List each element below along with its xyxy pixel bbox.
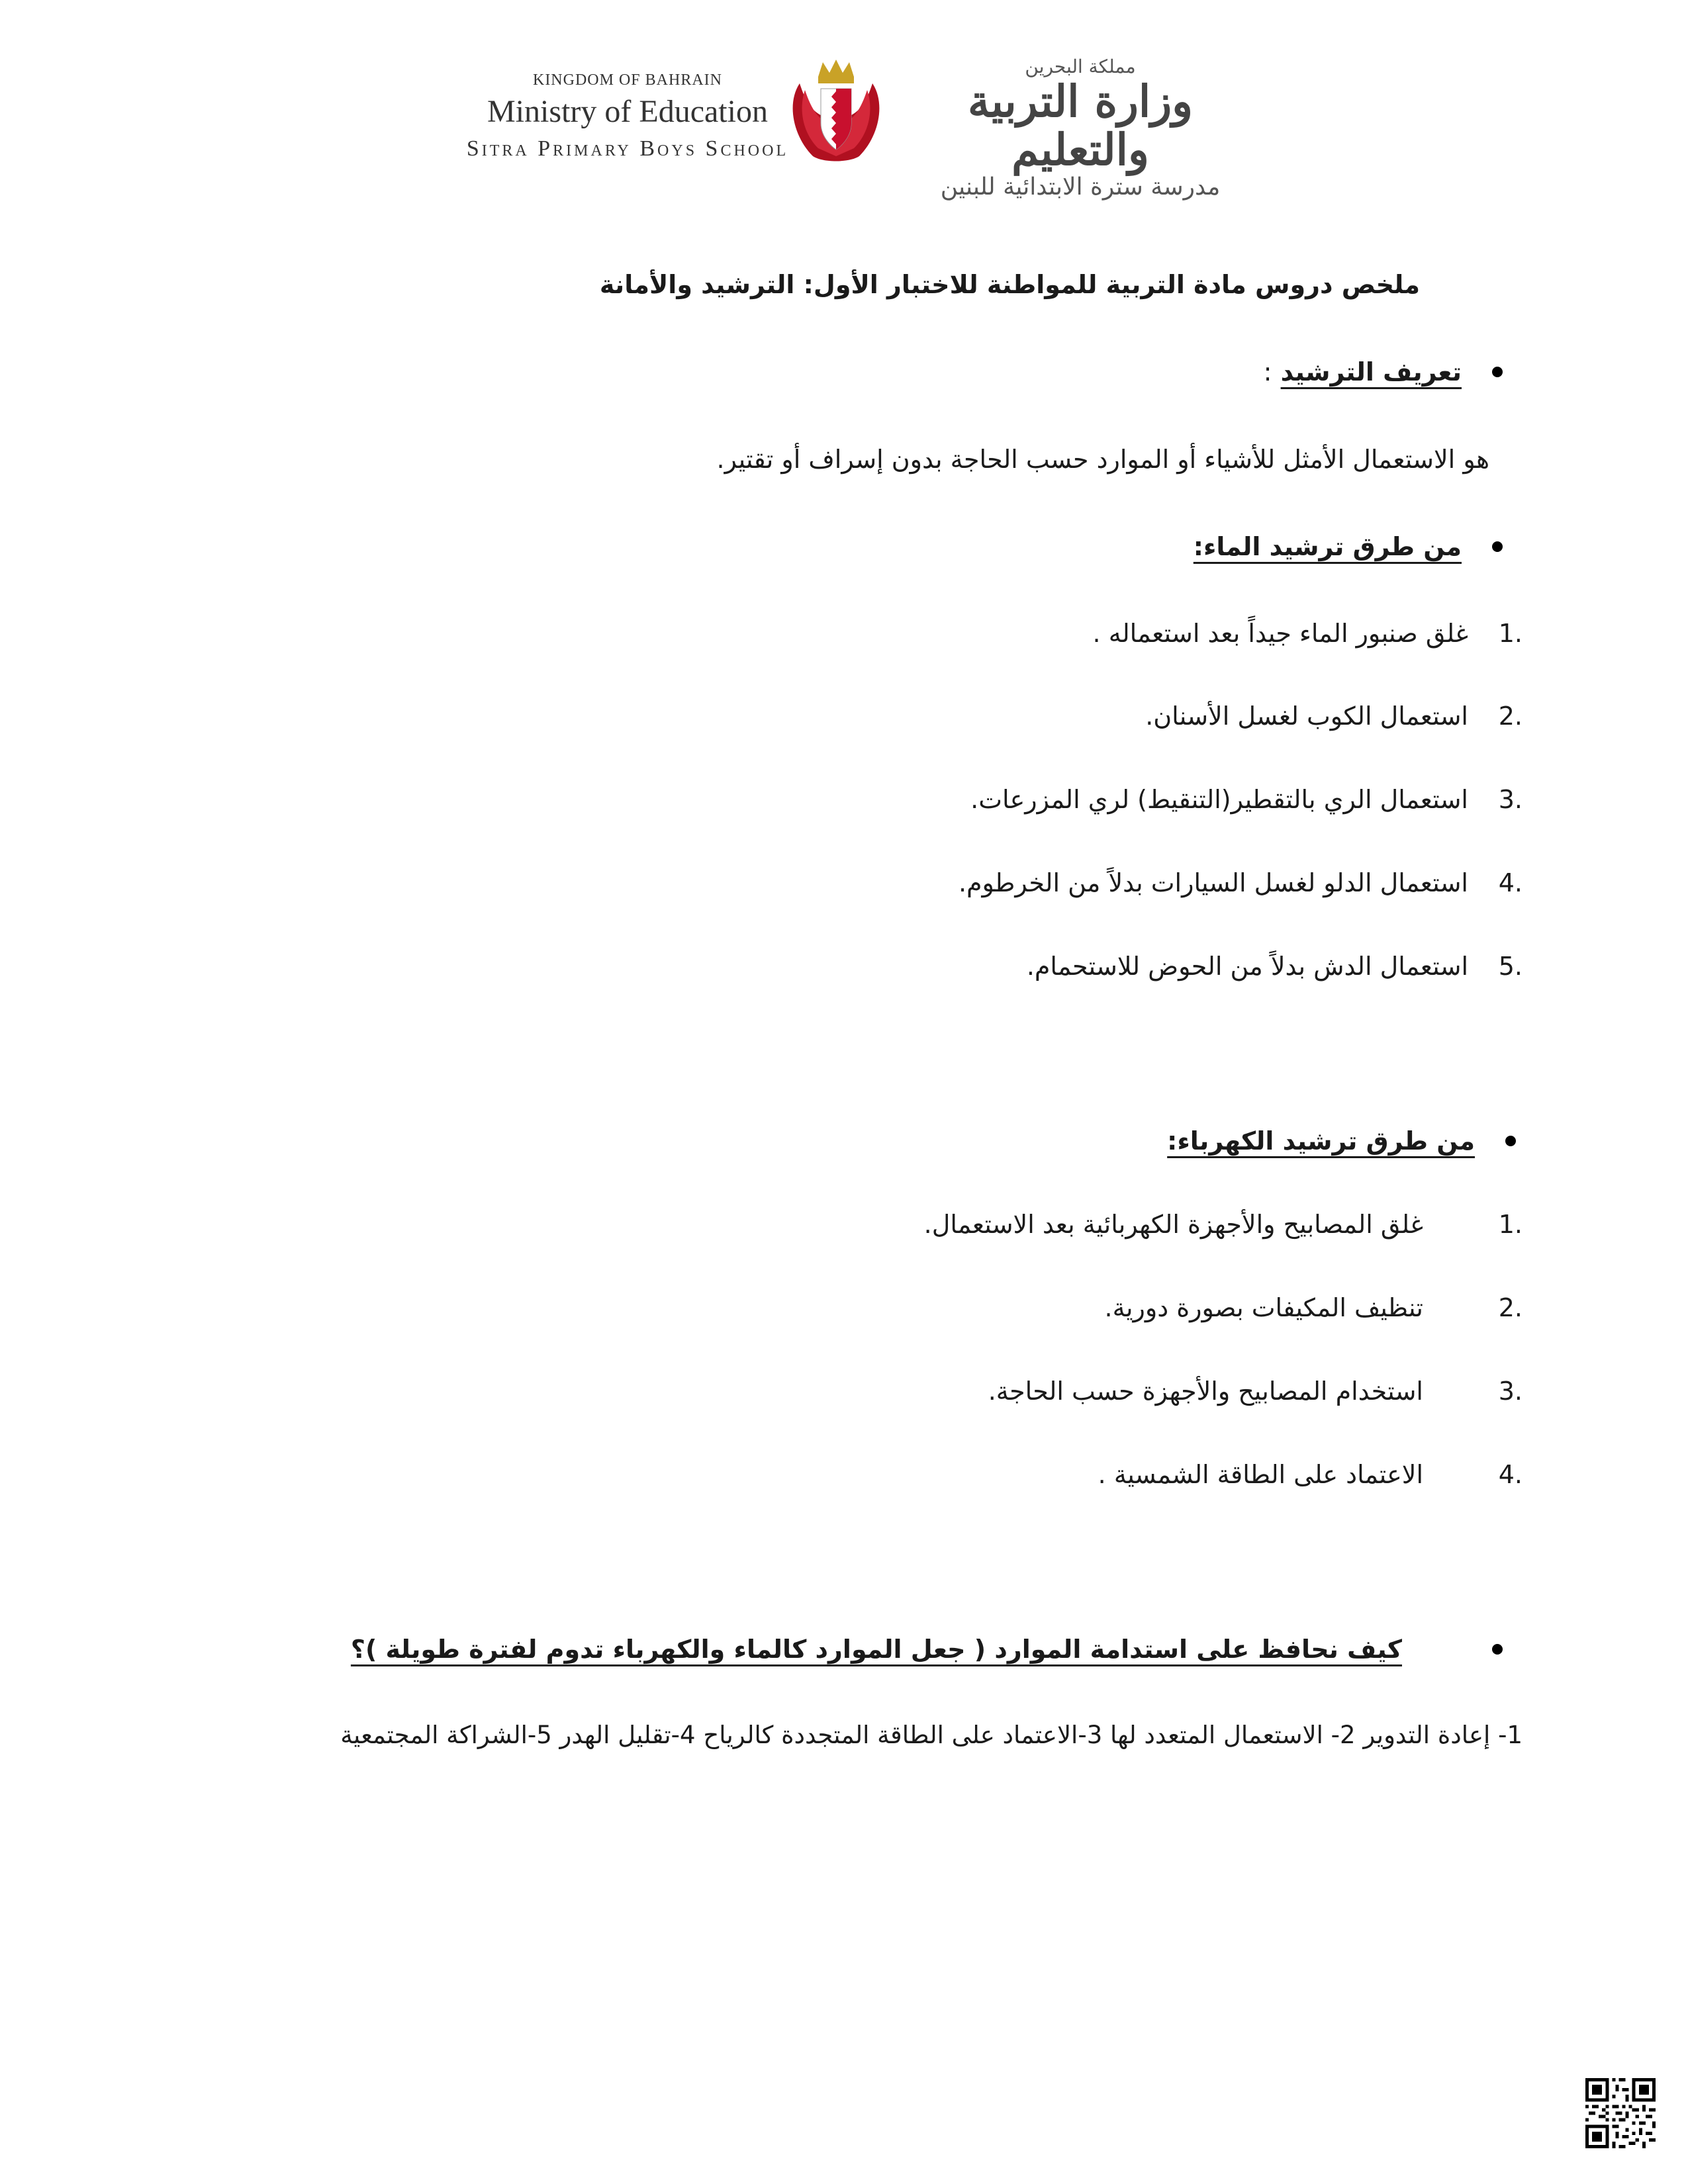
- logo-ar-school-text: مدرسة سترة الابتدائية للبنين: [940, 173, 1221, 201]
- list-item-text: استعمال الكوب لغسل الأسنان.: [1145, 702, 1468, 731]
- qr-code-icon: [1585, 2078, 1656, 2148]
- bahrain-coat-of-arms-icon: [786, 57, 886, 169]
- list-number: 4.: [1498, 1460, 1523, 1489]
- list-number: 1.: [1498, 619, 1523, 648]
- page-title: ملخص دروس مادة التربية للمواطنة للاختبار الأول: الترشيد والأمانة: [599, 270, 1420, 299]
- water-list-item: [959, 868, 1523, 897]
- english-logo-block: [455, 71, 800, 161]
- school-letterhead: [424, 53, 1258, 201]
- electricity-list-item: [924, 1210, 1523, 1239]
- list-number: 5.: [1498, 952, 1523, 981]
- water-list-item: [1093, 619, 1523, 648]
- electricity-list-item: [988, 1377, 1523, 1406]
- list-item-text: الاعتماد على الطاقة الشمسية .: [1098, 1460, 1423, 1489]
- list-item-text: استعمال الدلو لغسل السيارات بدلاً من الخرطوم.: [958, 868, 1468, 897]
- list-item-text: استعمال الدش بدلاً من الحوض للاستحمام.: [1026, 952, 1468, 981]
- logo-school-text: Sitra Primary Boys School: [466, 136, 789, 161]
- list-item-text: استعمال الري بالتقطير(التنقيط) لري المزرعات.: [970, 785, 1468, 814]
- list-item-text: استخدام المصابيح والأجهزة حسب الحاجة.: [988, 1377, 1423, 1406]
- sustainability-list: 1- إعادة التدوير 2- الاستعمال المتعدد لها 3-الاعتماد على الطاقة المتجددة كالرياح 4-تقليل الهدر 5-الشراكة المجتمعية: [340, 1721, 1523, 1749]
- bullet-icon: [1505, 1136, 1516, 1146]
- logo-ar-ministry-text: وزارة التربية والتعليم: [968, 75, 1193, 175]
- logo-ministry-text: Ministry of Education: [487, 94, 768, 129]
- bullet-icon: [1492, 367, 1503, 377]
- water-list-item: [1145, 702, 1523, 731]
- list-item-text: تنظيف المكيفات بصورة دورية.: [1104, 1293, 1423, 1322]
- list-number: 1.: [1498, 1210, 1523, 1239]
- electricity-heading-text: من طرق ترشيد الكهرباء:: [1167, 1126, 1475, 1156]
- water-heading: [1194, 532, 1503, 561]
- bullet-icon: [1492, 541, 1503, 552]
- electricity-list-item: [1098, 1460, 1523, 1489]
- definition-text: هو الاستعمال الأمثل للأشياء أو الموارد حسب الحاجة بدون إسراف أو تقتير.: [716, 445, 1489, 474]
- list-number: 4.: [1498, 868, 1523, 897]
- list-number: 2.: [1498, 1293, 1523, 1322]
- list-number: 3.: [1498, 785, 1523, 814]
- arabic-logo-block: [895, 56, 1266, 201]
- definition-heading-colon: :: [1263, 357, 1272, 387]
- list-item-text: غلق صنبور الماء جيداً بعد استعماله .: [1092, 619, 1468, 648]
- logo-kingdom-text: KINGDOM OF BAHRAIN: [532, 71, 722, 89]
- list-number: 2.: [1498, 702, 1523, 731]
- list-number: 3.: [1498, 1377, 1523, 1406]
- list-item-text: غلق المصابيح والأجهزة الكهربائية بعد الاستعمال.: [923, 1210, 1423, 1239]
- logo-ar-kingdom-text: مملكة البحرين: [1025, 56, 1136, 77]
- water-list-item: [1027, 952, 1523, 981]
- water-list-item: [970, 785, 1523, 814]
- definition-heading: [1264, 357, 1503, 387]
- electricity-list-item: [1105, 1293, 1523, 1322]
- sustainability-heading: [351, 1635, 1503, 1664]
- electricity-heading: [1167, 1126, 1516, 1156]
- definition-heading-text: تعريف الترشيد: [1280, 357, 1462, 387]
- sustainability-heading-text: كيف نحافظ على استدامة الموارد ( جعل الموارد كالماء والكهرباء تدوم لفترة طويلة )؟: [350, 1635, 1402, 1664]
- water-heading-text: من طرق ترشيد الماء:: [1193, 532, 1462, 561]
- bullet-icon: [1492, 1644, 1503, 1655]
